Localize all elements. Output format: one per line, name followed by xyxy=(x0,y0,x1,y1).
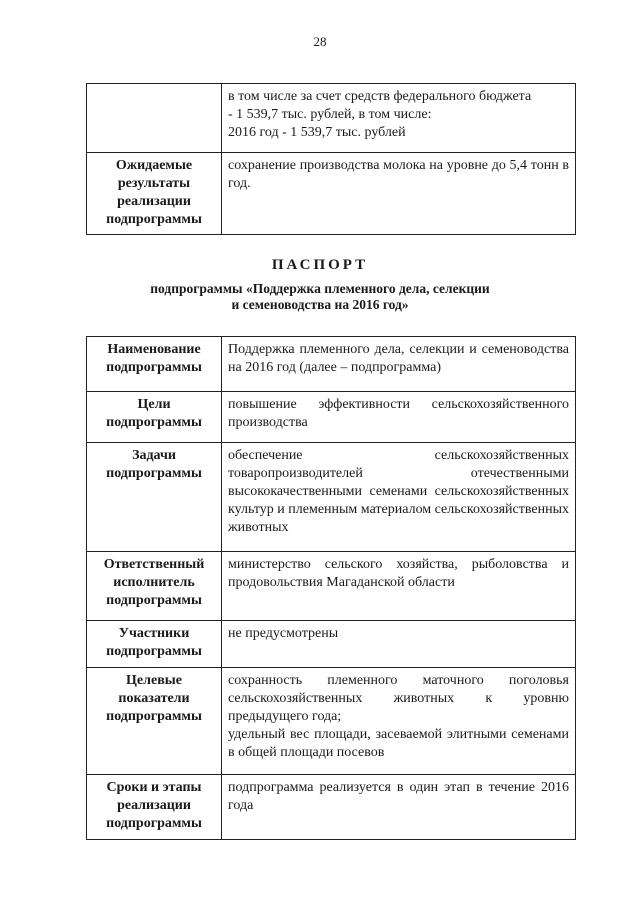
table-row xyxy=(87,775,576,840)
value-line: в том числе за счет средств федерального бюджета xyxy=(228,89,532,104)
passport-table xyxy=(86,336,576,840)
passport-subtitle xyxy=(120,281,520,313)
row-value xyxy=(222,552,576,621)
row-label: Сроки и этапы реализации подпрограммы xyxy=(87,775,222,840)
row-label: Задачи подпрограммы xyxy=(87,443,222,552)
table-row xyxy=(87,392,576,443)
value-line: сохранность племенного маточного поголовья сельскохозяйственных животных к уровню предыдущего года; xyxy=(228,673,569,724)
subtitle-line: и семеноводства на 2016 год» xyxy=(231,297,409,312)
value-line: Поддержка племенного дела, селекции и семеноводства на 2016 год (далее – подпрограмма) xyxy=(228,342,569,375)
row-value xyxy=(222,621,576,668)
value-line: - 1 539,7 тыс. рублей, в том числе: xyxy=(228,107,432,122)
table-row xyxy=(87,84,576,153)
row-label: Целевые показатели подпрограммы xyxy=(87,668,222,775)
row-value xyxy=(222,84,576,153)
row-value xyxy=(222,337,576,392)
value-line: повышение эффективности сельскохозяйственного производства xyxy=(228,397,569,430)
row-label: Ответственный исполнитель подпрограммы xyxy=(87,552,222,621)
value-line: удельный вес площади, засеваемой элитными семенами в общей площади посевов xyxy=(228,727,569,760)
row-label: Участники подпрограммы xyxy=(87,621,222,668)
row-label: Ожидаемые результаты реализации подпрограммы xyxy=(87,153,222,235)
table-row xyxy=(87,668,576,775)
row-label: Цели подпрограммы xyxy=(87,392,222,443)
passport-heading: ПАСПОРТ xyxy=(271,257,369,273)
value-line: министерство сельского хозяйства, рыболовства и продовольствия Магаданской области xyxy=(228,557,569,590)
table-row xyxy=(87,443,576,552)
row-value xyxy=(222,775,576,840)
row-label: Наименование подпрограммы xyxy=(87,337,222,392)
row-value xyxy=(222,153,576,235)
subtitle-line: подпрограммы «Поддержка племенного дела, селекции xyxy=(150,281,490,296)
table-row xyxy=(87,153,576,235)
row-value xyxy=(222,443,576,552)
value-line: сохранение производства молока на уровне до 5,4 тонн в год. xyxy=(228,158,569,191)
table-row xyxy=(87,621,576,668)
row-value xyxy=(222,668,576,775)
value-line: 2016 год - 1 539,7 тыс. рублей xyxy=(228,125,406,140)
page-number: 28 xyxy=(313,34,327,49)
table-row xyxy=(87,552,576,621)
value-line: обеспечение сельскохозяйственных товаропроизводителей отечественными высококачественными семенами сельскохозяйственных культур и племенным материалом сельскохозяйственных животных xyxy=(228,448,569,535)
funding-continuation-table xyxy=(86,83,576,235)
value-line: подпрограмма реализуется в один этап в течение 2016 года xyxy=(228,780,569,813)
row-value xyxy=(222,392,576,443)
table-row xyxy=(87,337,576,392)
row-label xyxy=(87,84,222,153)
value-line: не предусмотрены xyxy=(228,626,339,641)
